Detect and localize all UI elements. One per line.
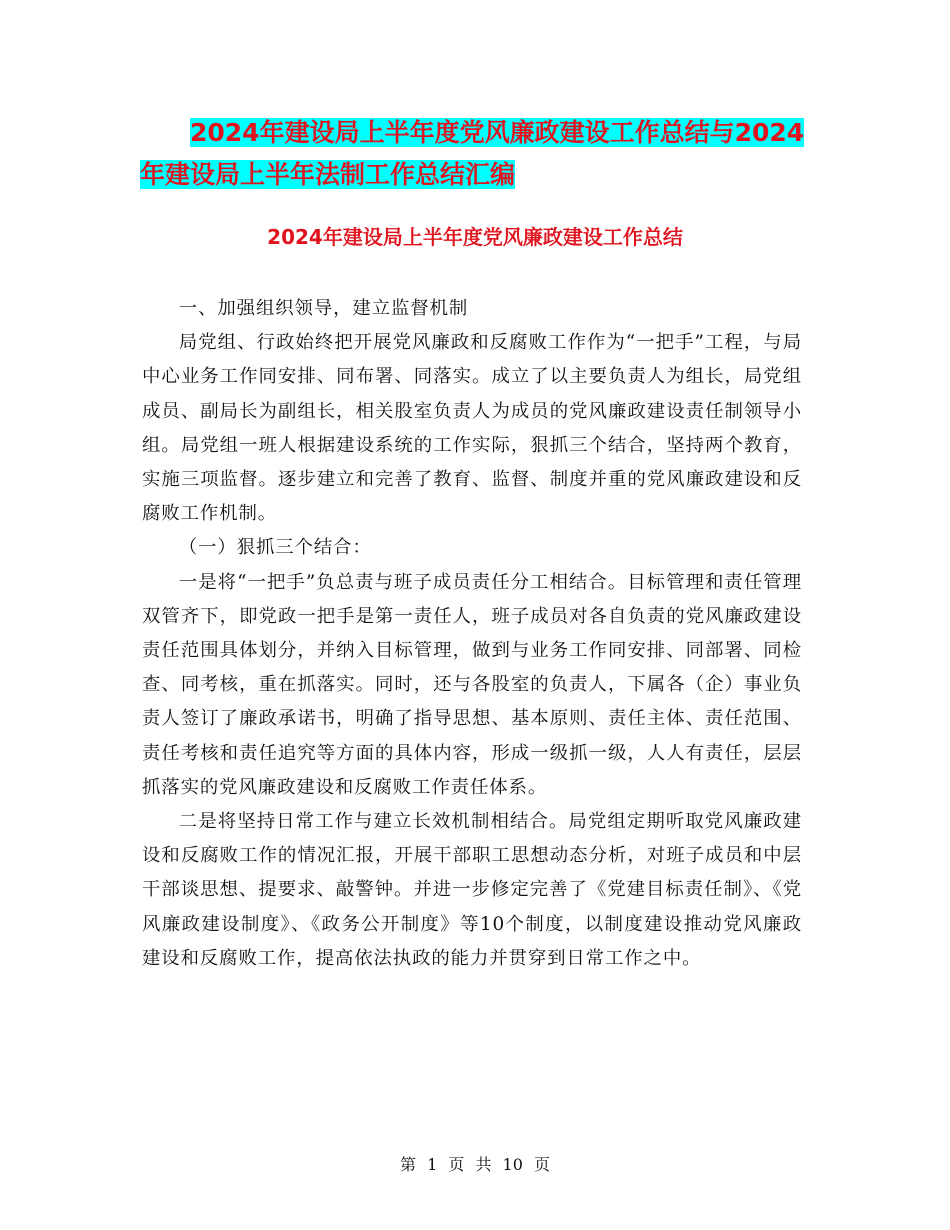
body-paragraph: 二是将坚持日常工作与建立长效机制相结合。局党组定期听取党风廉政建设和反腐败工作的情况汇报，开展干部职工思想动态分析，对班子成员和中层干部谈思想、提要求、敲警钟。并进一步修定完善了《党建目标责任制》、《党风廉政建设制度》、《政务公开制度》等10个制度，以制度建设推动党风廉政建设和反腐败工作，提高依法执政的能力并贯穿到日常工作之中。 — [142, 811, 802, 969]
document-title — [140, 112, 830, 196]
document-title-line-1 — [140, 112, 830, 154]
title-highlight: 2024年建设局上半年度党风廉政建设工作总结与2024 — [190, 118, 805, 147]
subsection-heading: （一）狠抓三个结合： — [178, 537, 372, 559]
section-heading: 一、加强组织领导，建立监督机制 — [178, 298, 469, 319]
title-highlight: 年建设局上半年法制工作总结汇编 — [140, 160, 516, 189]
section-title: 2024年建设局上半年度党风廉政建设工作总结 — [267, 225, 683, 249]
body-paragraph: 一是将“一把手”负总责与班子成员责任分工相结合。目标管理和责任管理双管齐下，即党政一把手是第一责任人，班子成员对各自负责的党风廉政建设责任范围具体划分，并纳入目标管理，做到与业务工作同安排、同部署、同检查、同考核，重在抓落实。同时，还与各股室的负责人，下属各（企）事业负责人签订了廉政承诺书，明确了指导思想、基本原则、责任主体、责任范围、责任考核和责任追究等方面的具体内容，形成一级抓一级，人人有责任，层层抓落实的党风廉政建设和反腐败工作责任体系。 — [142, 571, 802, 798]
page-footer: 第 1 页 共 10 页 — [400, 1155, 550, 1174]
document-title-line-2 — [140, 154, 830, 196]
document-body — [142, 292, 802, 976]
body-paragraph: 局党组、行政始终把开展党风廉政和反腐败工作作为“一把手”工程，与局中心业务工作同安排、同布署、同落实。成立了以主要负责人为组长，局党组成员、副局长为副组长，相关股室负责人为成员的党风廉政建设责任制领导小组。局党组一班人根据建设系统的工作实际，狠抓三个结合，坚持两个教育，实施三项监督。逐步建立和完善了教育、监督、制度并重的党风廉政建设和反腐败工作机制。 — [142, 332, 802, 525]
